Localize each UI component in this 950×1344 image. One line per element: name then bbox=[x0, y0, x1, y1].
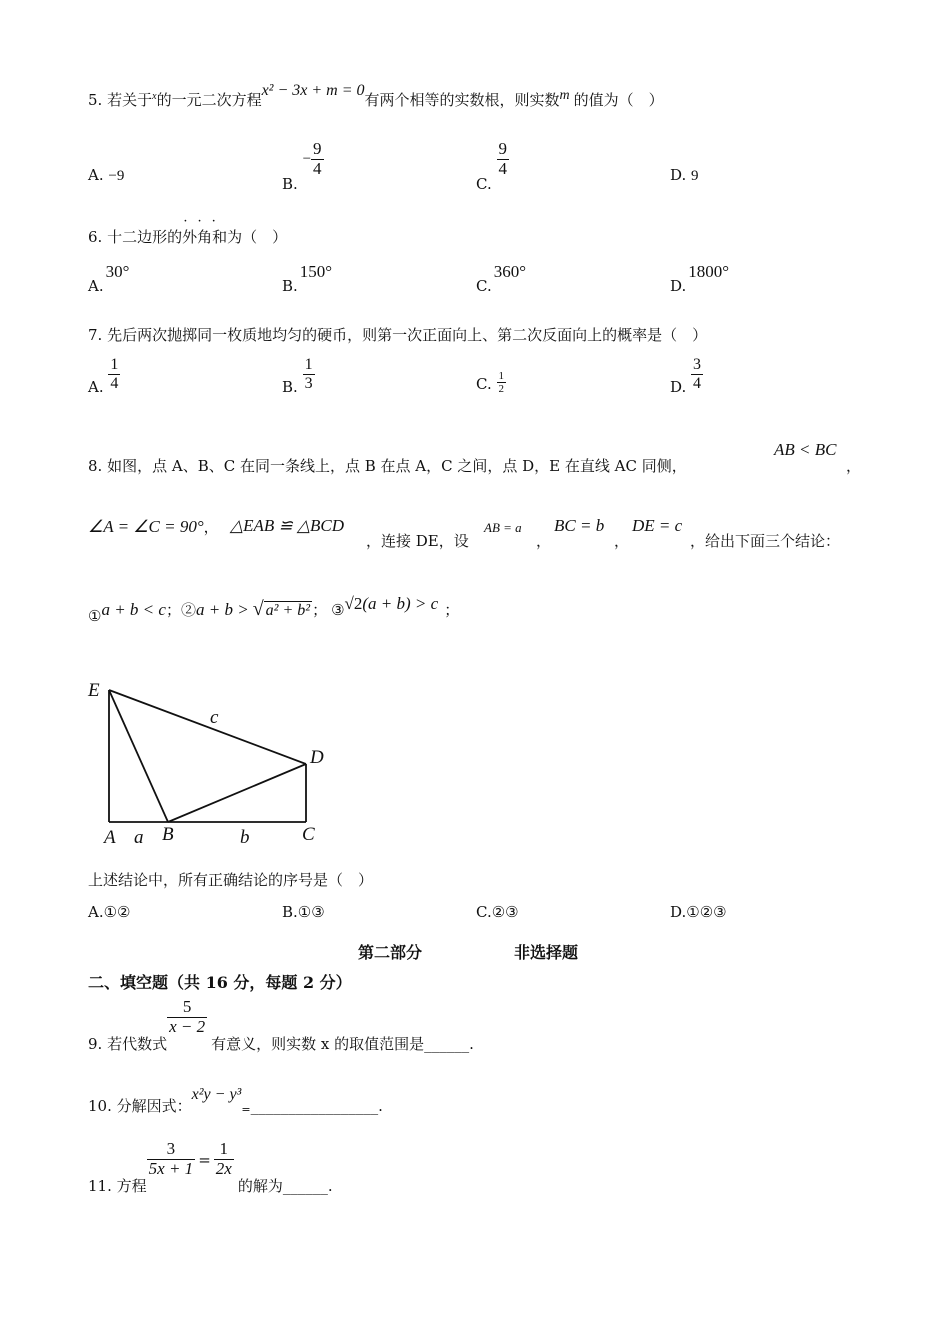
q6-text-b: 为（ ） bbox=[227, 228, 288, 246]
figure-label-D: D bbox=[310, 747, 324, 768]
q7-stem bbox=[88, 324, 707, 345]
q8-number: 8. bbox=[88, 457, 103, 475]
q8-separator-3: ， bbox=[614, 532, 630, 550]
q7-option-a bbox=[88, 356, 120, 397]
q6-option-c-value: 360° bbox=[493, 262, 527, 281]
q6-option-a-label: A. bbox=[88, 277, 104, 295]
q8-line2-end: ，给出下面三个结论： bbox=[690, 532, 841, 550]
q6-number: 6. bbox=[88, 228, 103, 246]
q10-blank: _________________. bbox=[250, 1097, 383, 1115]
q7-option-a-fraction bbox=[108, 356, 120, 392]
q7-option-b bbox=[282, 356, 315, 397]
part2-title-right: 非选择题 bbox=[514, 943, 579, 962]
q5-number: 5. bbox=[88, 91, 103, 109]
q5-text-c: 有两个相等的实数根，则实数 bbox=[364, 91, 560, 109]
q6-option-b-label: B. bbox=[282, 277, 298, 295]
q5-option-d-value: 9 bbox=[691, 168, 699, 184]
q7-option-c-fraction bbox=[497, 370, 507, 395]
q11-left-num: 3 bbox=[147, 1140, 196, 1160]
q8-inequality: AB < BC bbox=[774, 440, 837, 459]
q11-equals: = bbox=[198, 1151, 211, 1170]
q9-number: 9. bbox=[88, 1035, 103, 1054]
q9-text-a: 若代数式 bbox=[107, 1035, 168, 1054]
q7-option-c-den: 2 bbox=[498, 383, 504, 396]
q8-c3-root: √2 bbox=[344, 594, 363, 613]
q8-figure bbox=[80, 672, 340, 852]
q11-right-fraction bbox=[214, 1140, 234, 1178]
q9-text-b: 有意义，则实数 x 的取值范围是______. bbox=[211, 1035, 474, 1054]
q8-option-b-label: B. bbox=[282, 903, 298, 921]
q8-option-a bbox=[88, 903, 131, 921]
q7-option-c bbox=[476, 370, 506, 395]
q8-question: 上述结论中，所有正确结论的序号是（ ） bbox=[88, 871, 374, 889]
q8-de-equation: DE = c bbox=[632, 516, 683, 535]
q8-option-b bbox=[282, 903, 325, 921]
q8-option-d-value: ①②③ bbox=[686, 903, 727, 921]
q11-left-fraction bbox=[147, 1140, 196, 1178]
q11-right-den: 2x bbox=[215, 1158, 232, 1178]
q8-c3-mark: ③ bbox=[331, 601, 345, 619]
q8-line-1 bbox=[88, 455, 687, 476]
q7-option-c-label: C. bbox=[476, 374, 492, 393]
q5-stem bbox=[88, 82, 664, 110]
q10-expression: x²y − y³ bbox=[191, 1086, 242, 1103]
q5-option-c-fraction bbox=[497, 140, 510, 178]
q6-option-c bbox=[476, 262, 527, 295]
q8-semi-1: ； bbox=[165, 601, 181, 619]
q8-comma: ， bbox=[846, 457, 862, 475]
q9-line bbox=[88, 997, 474, 1054]
q5-equation: x² − 3x + m = 0 bbox=[261, 82, 365, 99]
q7-option-b-num: 1 bbox=[304, 356, 313, 373]
q6-text-a: 十二边形的 bbox=[107, 228, 183, 246]
q7-option-a-label: A. bbox=[88, 378, 104, 397]
figure-label-b: b bbox=[240, 827, 250, 848]
q6-option-c-label: C. bbox=[476, 277, 492, 295]
q5-var-x: x bbox=[152, 91, 157, 102]
q5-option-b bbox=[282, 139, 324, 194]
q5-option-b-num: 9 bbox=[313, 139, 322, 158]
q5-option-b-fraction bbox=[311, 140, 324, 178]
q8-angle-equation: ∠A = ∠C = 90° bbox=[88, 517, 204, 536]
q11-right-num: 1 bbox=[214, 1140, 234, 1160]
q8-option-b-value: ①③ bbox=[297, 903, 325, 921]
figure-label-C: C bbox=[302, 824, 315, 845]
q5-option-b-label: B. bbox=[282, 175, 298, 194]
figure-label-B: B bbox=[162, 824, 174, 845]
figure-label-E: E bbox=[88, 680, 100, 701]
q8-c1: a + b < c bbox=[101, 600, 166, 619]
q8-semi-3: ； bbox=[444, 601, 460, 619]
q5-option-a-value: −9 bbox=[108, 168, 125, 184]
q8-c3: (a + b) > c bbox=[362, 594, 439, 613]
q6-option-b bbox=[282, 262, 333, 295]
q9-frac-num: 5 bbox=[167, 998, 207, 1018]
q7-option-b-label: B. bbox=[282, 378, 298, 397]
figure-label-c: c bbox=[210, 707, 219, 728]
figure-segment-BD bbox=[168, 764, 306, 822]
q5-option-c-label: C. bbox=[476, 175, 492, 194]
q6-option-d-label: D. bbox=[670, 277, 687, 295]
q8-c2-radicand: a² + b² bbox=[265, 602, 311, 619]
q8-ab-equation: AB = a bbox=[484, 520, 522, 535]
q7-number: 7. bbox=[88, 326, 103, 344]
q8-option-a-label: A. bbox=[88, 903, 104, 921]
q10-equals: = bbox=[241, 1103, 251, 1116]
q11-line bbox=[88, 1139, 333, 1196]
q5-option-b-den: 4 bbox=[313, 158, 322, 178]
q8-option-c-value: ②③ bbox=[491, 903, 519, 921]
q5-option-c-den: 4 bbox=[498, 158, 507, 178]
q8-bc-equation: BC = b bbox=[554, 516, 605, 535]
q11-left-den: 5x + 1 bbox=[148, 1158, 194, 1178]
q6-option-b-value: 150° bbox=[299, 262, 333, 281]
q8-option-c-label: C. bbox=[476, 903, 492, 921]
figure-segment-ED bbox=[109, 690, 306, 764]
q6-emphasis bbox=[182, 214, 228, 246]
figure-label-a: a bbox=[134, 827, 144, 848]
q6-option-a bbox=[88, 262, 130, 295]
q5-text-a: 若关于 bbox=[107, 91, 153, 109]
q5-option-d bbox=[670, 166, 699, 185]
q7-option-a-den: 4 bbox=[110, 374, 119, 392]
q10-text-a: 分解因式： bbox=[116, 1097, 192, 1115]
q7-option-d-label: D. bbox=[670, 378, 687, 397]
q7-option-c-num: 1 bbox=[498, 370, 504, 382]
q7-text: 先后两次抛掷同一枚质地均匀的硬币，则第一次正面向上、第二次反面向上的概率是（ ） bbox=[107, 326, 708, 344]
q8-line2-text: ，连接 DE，设 bbox=[366, 532, 469, 550]
q8-c2-radical: √ bbox=[252, 598, 264, 620]
q5-option-a bbox=[88, 166, 124, 185]
q8-separator-2: ， bbox=[536, 532, 552, 550]
q8-c2-mark: ② bbox=[180, 601, 196, 619]
q11-number: 11. bbox=[88, 1177, 112, 1196]
q5-text-d: 的值为（ ） bbox=[573, 91, 664, 109]
q6-emphasis-dots: ··· bbox=[183, 214, 226, 229]
q9-frac-den: x − 2 bbox=[169, 1016, 206, 1036]
q8-line-2 bbox=[88, 516, 219, 537]
q6-emphasis-text: 外角和 bbox=[182, 228, 228, 246]
q6-option-a-value: 30° bbox=[105, 262, 130, 281]
q10-number: 10. bbox=[88, 1097, 112, 1115]
q8-c1-mark: ① bbox=[88, 607, 102, 625]
figure-segment-EB bbox=[109, 690, 168, 822]
part2-title-left: 第二部分 bbox=[358, 943, 423, 962]
q6-stem bbox=[88, 214, 288, 247]
q5-option-a-label: A. bbox=[88, 166, 104, 184]
q8-option-a-value: ①② bbox=[103, 903, 131, 921]
q8-option-c bbox=[476, 903, 519, 921]
q8-c2-left: a + b > bbox=[195, 600, 249, 619]
q8-option-d-label: D. bbox=[670, 903, 687, 921]
q11-text-b: 的解为______. bbox=[237, 1177, 333, 1196]
q11-text-a: 方程 bbox=[116, 1177, 147, 1196]
q8-separator-1: ， bbox=[203, 518, 219, 536]
q6-option-d bbox=[670, 262, 730, 295]
q5-option-d-label: D. bbox=[670, 166, 687, 184]
q7-option-d-den: 4 bbox=[693, 374, 702, 392]
q10-line bbox=[88, 1083, 383, 1116]
q8-option-d bbox=[670, 903, 727, 921]
section2-heading: 二、填空题（共 16 分，每题 2 分） bbox=[88, 973, 352, 992]
figure-label-A: A bbox=[104, 827, 116, 848]
q5-var-m: m bbox=[559, 88, 570, 103]
q5-text-b: 的一元二次方程 bbox=[156, 91, 262, 109]
q8-conclusions bbox=[88, 594, 460, 625]
q5-option-b-sign: − bbox=[302, 151, 312, 168]
q7-option-b-fraction bbox=[303, 356, 315, 392]
q8-semi-2: ； bbox=[312, 601, 328, 619]
q7-option-a-num: 1 bbox=[110, 356, 119, 373]
q7-option-b-den: 3 bbox=[304, 374, 313, 392]
q8-line1-text: 如图，点 A、B、C 在同一条线上，点 B 在点 A，C 之间，点 D，E 在直线 AC 同侧， bbox=[107, 457, 687, 475]
q8-congruence: △EAB ≌ △BCD bbox=[230, 516, 345, 535]
q7-option-d-fraction bbox=[691, 356, 703, 392]
q6-option-d-value: 1800° bbox=[688, 262, 730, 281]
q7-option-d-num: 3 bbox=[693, 356, 702, 373]
q5-option-c bbox=[476, 139, 509, 194]
q5-option-c-num: 9 bbox=[498, 139, 507, 158]
q9-fraction bbox=[167, 998, 207, 1036]
q7-option-d bbox=[670, 356, 703, 397]
